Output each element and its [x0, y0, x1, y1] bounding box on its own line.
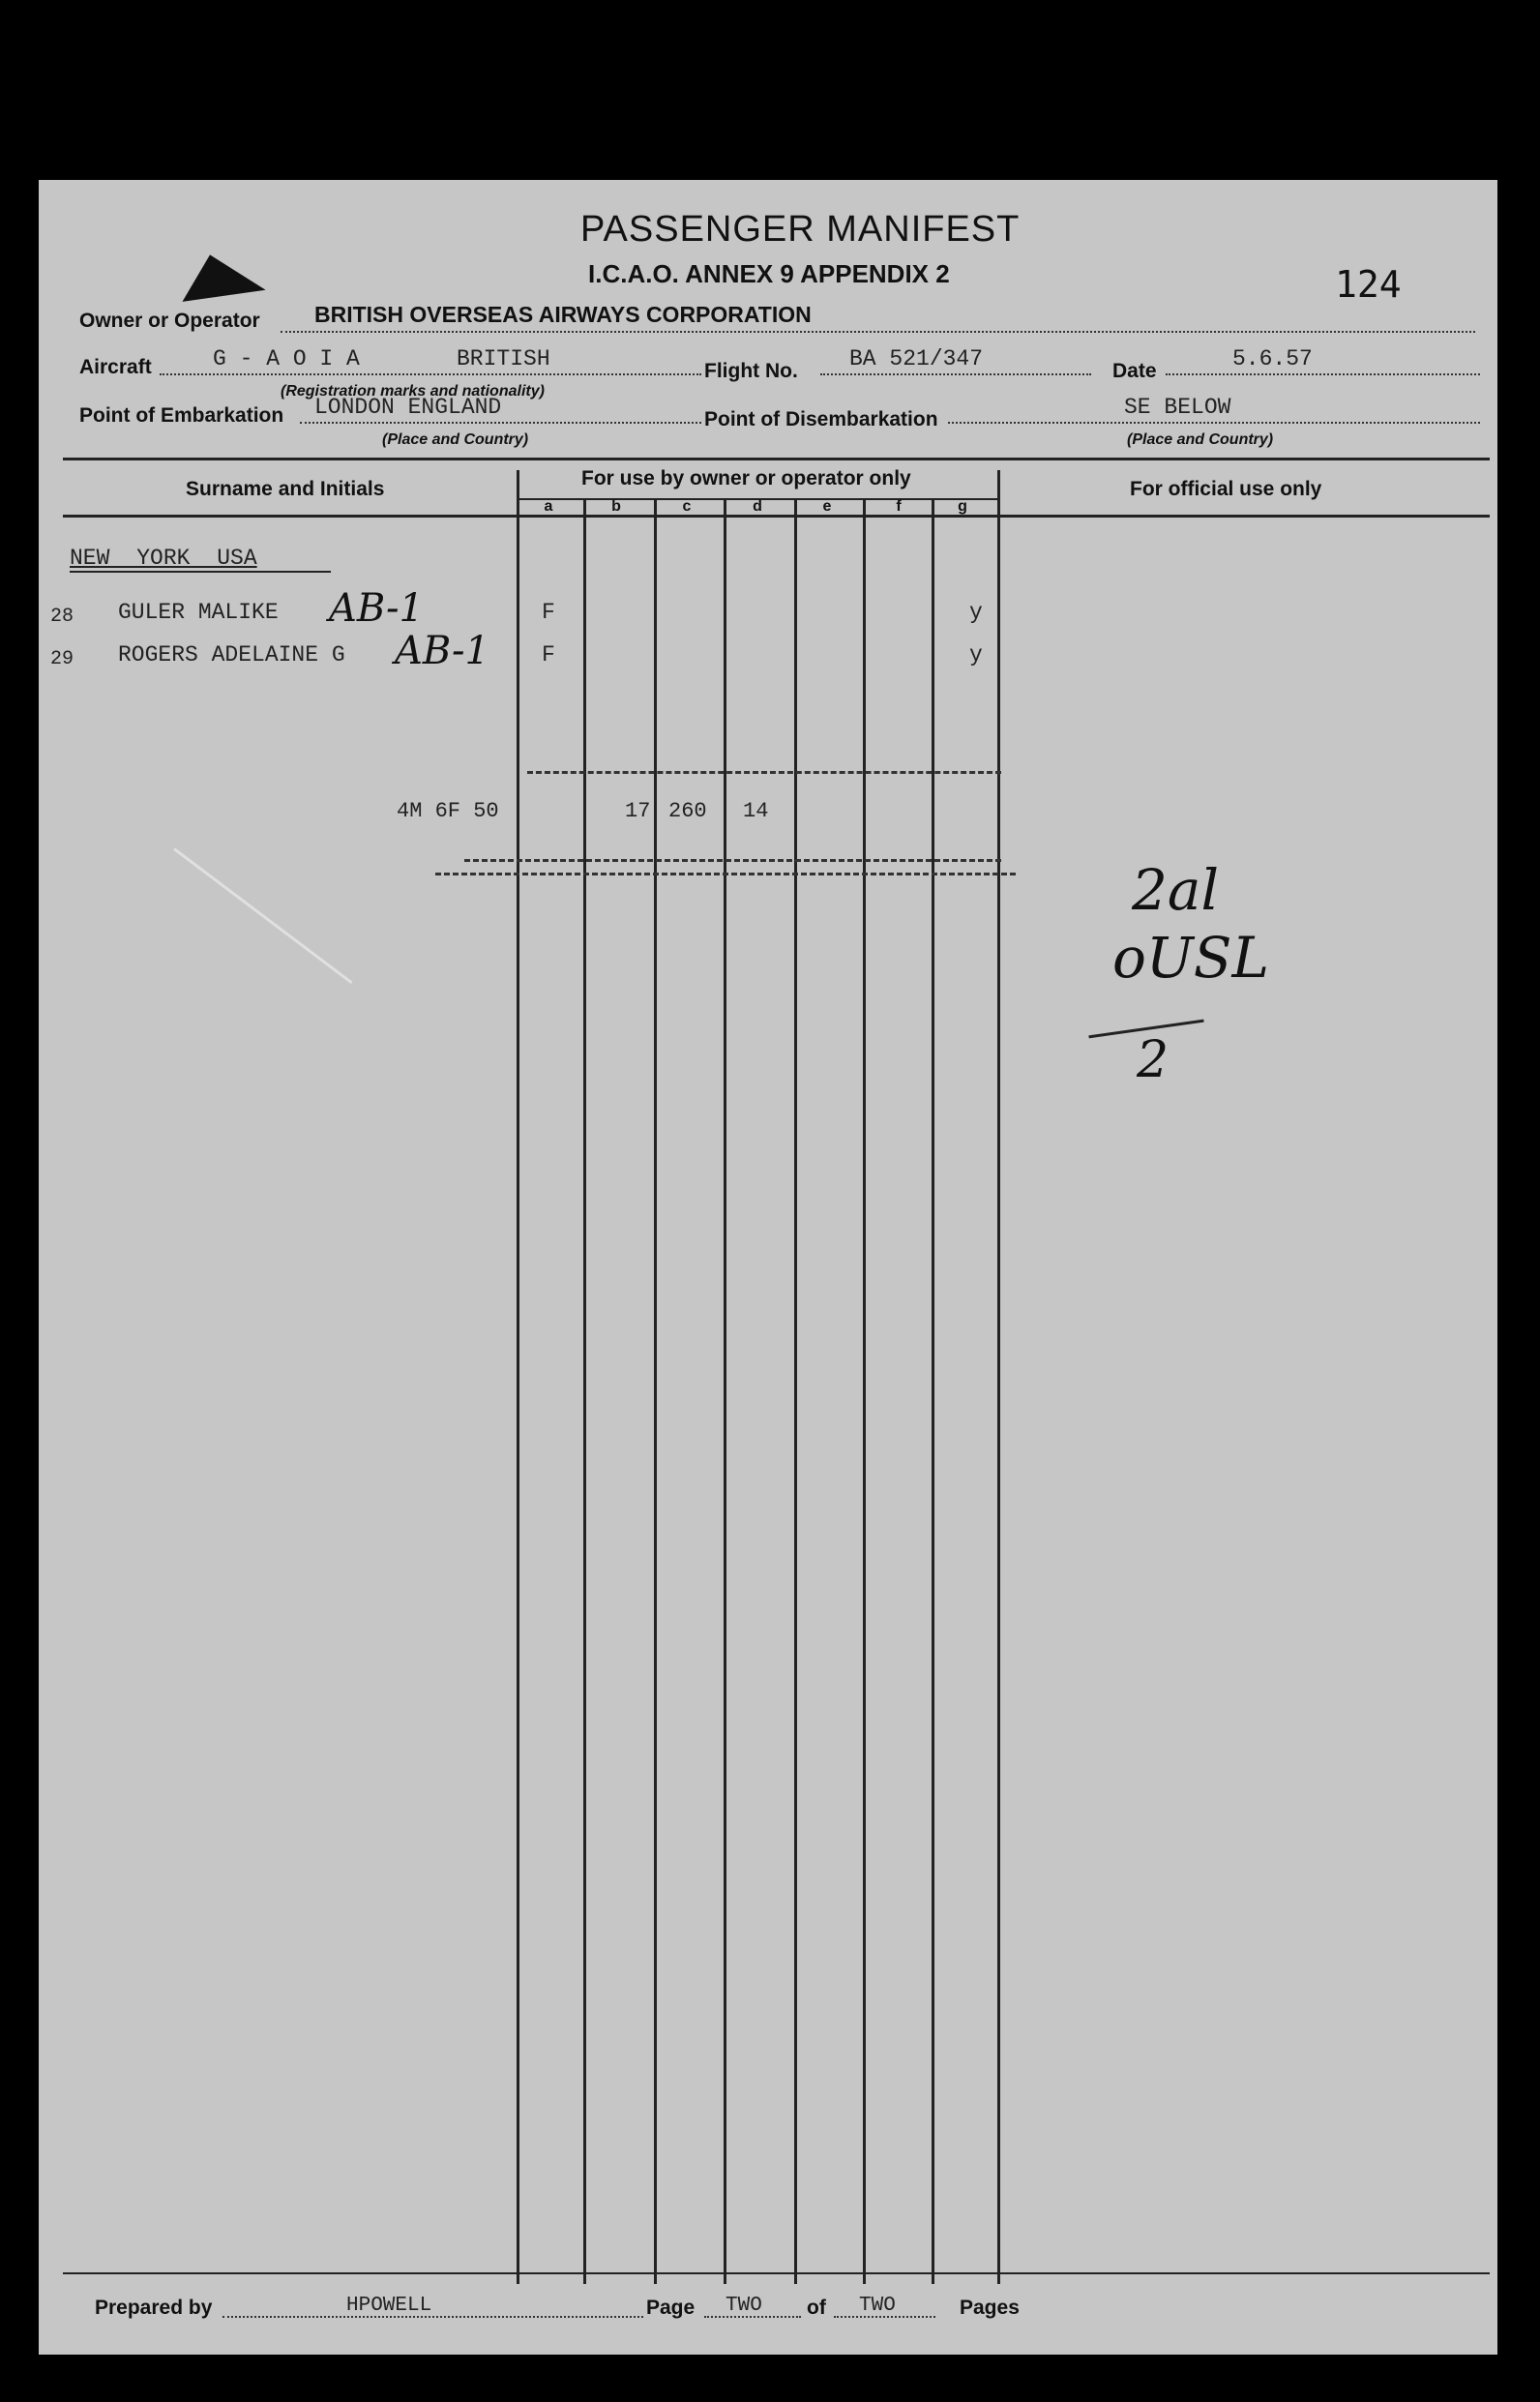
disembarkation-label: Point of Disembarkation	[704, 408, 938, 430]
date-dotted-line	[1166, 373, 1480, 375]
aircraft-nationality: BRITISH	[457, 346, 550, 371]
aircraft-label: Aircraft	[79, 356, 152, 378]
pages-label: Pages	[960, 2297, 1020, 2319]
ink-stamp-mark	[176, 248, 265, 302]
column-divider-bc	[654, 498, 657, 2284]
owner-value: BRITISH OVERSEAS AIRWAYS CORPORATION	[314, 302, 812, 327]
page-number: 124	[1335, 263, 1402, 306]
of-label: of	[807, 2297, 826, 2319]
passenger-col-g: y	[969, 600, 983, 625]
column-divider-ab	[583, 498, 586, 2284]
column-letter-g: g	[958, 498, 967, 515]
footer-rule	[63, 2272, 1490, 2274]
column-letter-c: c	[682, 498, 692, 515]
page-title: PASSENGER MANIFEST	[580, 209, 1021, 250]
flight-label: Flight No.	[704, 360, 798, 382]
embarkation-label: Point of Embarkation	[79, 404, 284, 427]
prepared-by-label: Prepared by	[95, 2297, 213, 2319]
column-divider-fg	[932, 498, 934, 2284]
column-divider-surname	[517, 470, 519, 2284]
passenger-col-g: y	[969, 642, 983, 667]
of-value: TWO	[859, 2295, 896, 2317]
registration-note: (Registration marks and nationality)	[281, 383, 545, 400]
column-letter-a: a	[544, 498, 553, 515]
passenger-name: GULER MALIKE	[118, 600, 279, 625]
aircraft-value: G - A O I A	[213, 346, 360, 371]
column-letter-b: b	[611, 498, 621, 515]
prepared-by-value: HPOWELL	[346, 2295, 432, 2317]
column-letter-f: f	[896, 498, 902, 515]
table-header-rule	[63, 515, 1490, 518]
paper-scratch	[173, 847, 352, 984]
page-subtitle: I.C.A.O. ANNEX 9 APPENDIX 2	[588, 259, 950, 288]
prepared-by-dotted-line	[222, 2316, 643, 2318]
date-label: Date	[1112, 360, 1157, 382]
aircraft-dotted-line	[160, 373, 701, 375]
passenger-col-a: F	[542, 600, 555, 625]
disembarkation-dotted-line	[948, 422, 1480, 424]
totals-top-dashed-rule	[527, 771, 1001, 774]
flight-value: BA 521/347	[849, 346, 984, 371]
embarkation-value: LONDON ENGLAND	[314, 395, 502, 420]
totals-label: 4M 6F 50	[397, 799, 499, 823]
handwritten-note-line1: 2al	[1132, 857, 1220, 923]
owner-label: Owner or Operator	[79, 310, 260, 332]
totals-col-d: 14	[743, 799, 769, 823]
destination-heading: NEW YORK USA	[70, 546, 257, 571]
column-letter-e: e	[822, 498, 832, 515]
column-letter-d: d	[753, 498, 762, 515]
table-top-rule	[63, 458, 1490, 460]
handwritten-note-line2: oUSL	[1112, 925, 1270, 991]
column-divider-de	[794, 498, 797, 2284]
owner-use-header: For use by owner or operator only	[581, 467, 911, 489]
totals-col-c: 260	[668, 799, 707, 823]
totals-col-b: 17	[625, 799, 651, 823]
totals-bottom-dashed-rule	[464, 859, 1001, 862]
column-divider-cd	[724, 498, 726, 2284]
owner-dotted-line	[281, 331, 1475, 333]
handwritten-code: AB-1	[395, 629, 489, 673]
date-value: 5.6.57	[1232, 346, 1313, 371]
manifest-sheet	[39, 180, 1497, 2355]
flight-dotted-line	[820, 373, 1091, 375]
passenger-name: ROGERS ADELAINE G	[118, 642, 345, 667]
official-use-header: For official use only	[1130, 478, 1322, 500]
surname-header: Surname and Initials	[186, 478, 385, 500]
page-value: TWO	[726, 2295, 762, 2317]
handwritten-note-line3: 2	[1137, 1031, 1170, 1089]
page-label: Page	[646, 2297, 696, 2319]
column-divider-official	[997, 470, 1000, 2284]
destination-underline	[70, 571, 331, 573]
row-number: 29	[50, 648, 74, 670]
handwritten-code: AB-1	[329, 586, 424, 631]
embarkation-dotted-line	[300, 422, 701, 424]
embarkation-note: (Place and Country)	[382, 431, 529, 448]
disembarkation-value: SE BELOW	[1124, 395, 1231, 420]
totals-double-dashed-rule	[435, 873, 1016, 875]
column-divider-ef	[863, 498, 866, 2284]
disembarkation-note: (Place and Country)	[1127, 431, 1274, 448]
passenger-col-a: F	[542, 642, 555, 667]
row-number: 28	[50, 606, 74, 628]
